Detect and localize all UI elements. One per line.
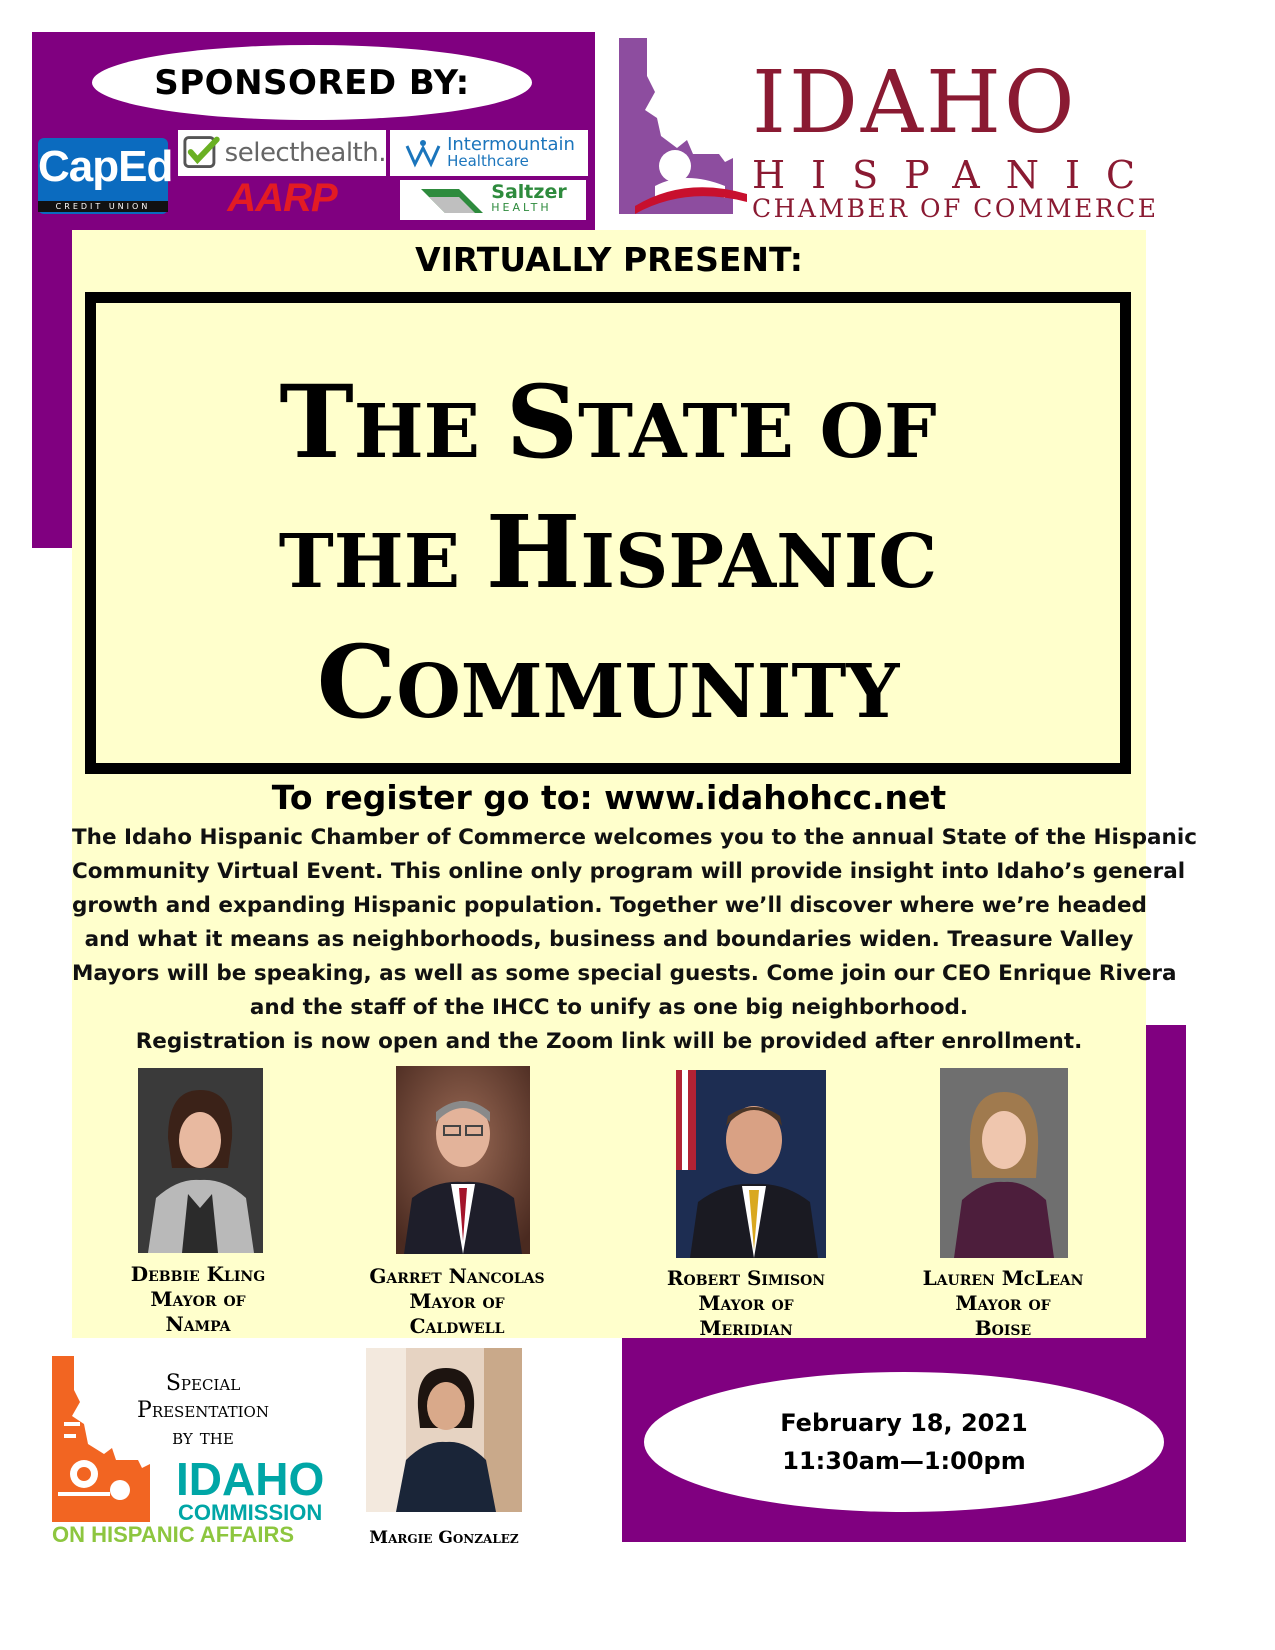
speaker-name: Garret Nancolas <box>369 1264 545 1288</box>
commission-idaho-text: IDAHO <box>176 1453 325 1505</box>
speaker-name: Robert Simison <box>666 1266 826 1290</box>
speaker-photo-garret-nancolas <box>396 1066 530 1254</box>
description-line: and what it means as neighborhoods, business and boundaries widen. Treasure Valley <box>84 927 1134 952</box>
purple-block-bottom-right <box>1146 1025 1186 1345</box>
sponsored-by-oval <box>92 45 532 120</box>
selecthealth-text: selecthealth. <box>224 138 386 168</box>
special-line: by the <box>172 1425 234 1450</box>
description-line: growth and expanding Hispanic population. Together we’ll discover where we’re headed <box>72 893 1147 918</box>
speaker-role: Mayor of <box>150 1287 246 1311</box>
description-line: Registration is now open and the Zoom link will be provided after enrollment. <box>135 1029 1083 1054</box>
event-date: February 18, 2021 <box>780 1409 1028 1437</box>
speaker-role: Mayor of <box>698 1291 794 1315</box>
speaker-city: Caldwell <box>409 1314 505 1338</box>
saltzer-mark-icon <box>419 183 489 217</box>
saltzer-logo <box>400 180 586 220</box>
ihcc-idaho-text: IDAHO <box>752 53 1078 153</box>
description-line: Mayors will be speaking, as well as some special guests. Come join our CEO Enrique Rivera <box>72 961 1177 986</box>
aarp-logo <box>178 175 386 220</box>
aarp-text: AARP <box>227 175 337 220</box>
description-line: Community Virtual Event. This online only program will provide insight into Idaho’s general <box>72 859 1186 884</box>
event-title-box <box>85 292 1131 774</box>
event-title-line-3: COMMUNITY <box>316 623 900 741</box>
caped-subtitle: CREDIT UNION <box>38 201 168 212</box>
event-title-line-1: THE STATE OF <box>279 363 937 481</box>
speaker-city: Nampa <box>165 1312 231 1336</box>
event-date-oval <box>644 1372 1164 1512</box>
description-line: The Idaho Hispanic Chamber of Commerce welcomes you to the annual State of the Hispanic <box>72 825 1197 850</box>
register-link-text[interactable]: To register go to: www.idahohcc.net <box>271 778 947 817</box>
event-description <box>72 821 1197 1059</box>
speaker-photo-robert-simison <box>676 1070 826 1258</box>
speaker-caption-garret-nancolas <box>340 1264 574 1339</box>
speaker-photo-lauren-mclean <box>940 1068 1068 1258</box>
intermountain-line1: Intermountain <box>447 134 575 155</box>
speaker-name: Debbie Kling <box>130 1262 266 1286</box>
caped-logo <box>38 138 173 214</box>
intermountain-line2: Healthcare <box>447 152 529 170</box>
speaker-photo-debbie-kling <box>138 1068 263 1253</box>
commission-hispanic-affairs-text: ON HISPANIC AFFAIRS <box>52 1522 295 1547</box>
checkmark-icon <box>182 133 221 173</box>
speaker-role: Mayor of <box>409 1289 505 1313</box>
idaho-state-icon <box>615 36 750 218</box>
virtually-present-heading: VIRTUALLY PRESENT: <box>415 240 803 279</box>
speaker-caption-debbie-kling <box>98 1262 298 1337</box>
caped-name: CapEd <box>38 142 173 191</box>
special-line: Presentation <box>137 1398 269 1423</box>
speaker-name: Lauren McLean <box>922 1266 1084 1290</box>
special-line: Special <box>165 1371 241 1396</box>
guest-photo-margie-gonzalez <box>366 1348 522 1512</box>
speaker-caption-robert-simison <box>640 1266 852 1341</box>
description-line: and the staff of the IHCC to unify as one big neighborhood. <box>249 995 969 1020</box>
selecthealth-logo <box>178 130 386 176</box>
speaker-city: Meridian <box>699 1316 793 1340</box>
idaho-commission-state-icon <box>50 1354 178 1526</box>
intermountain-mark-icon <box>403 138 443 168</box>
ihcc-chamber-text: CHAMBER OF COMMERCE <box>752 194 1159 223</box>
speaker-role: Mayor of <box>955 1291 1051 1315</box>
sponsored-by-heading: SPONSORED BY: <box>154 62 470 103</box>
intermountain-logo <box>390 130 588 176</box>
purple-block-left-strip <box>32 230 72 548</box>
saltzer-line2: HEALTH <box>491 201 552 214</box>
speaker-city: Boise <box>974 1316 1032 1340</box>
event-title-line-2: THE HISPANIC <box>278 493 938 611</box>
speaker-caption-lauren-mclean <box>898 1266 1108 1341</box>
event-time: 11:30am—1:00pm <box>782 1447 1026 1475</box>
guest-name: Margie Gonzalez <box>369 1528 519 1548</box>
saltzer-line1: Saltzer <box>491 181 567 203</box>
ihcc-hispanic-text: HISPANIC <box>752 153 1162 197</box>
commission-commission-text: COMMISSION <box>178 1500 323 1525</box>
